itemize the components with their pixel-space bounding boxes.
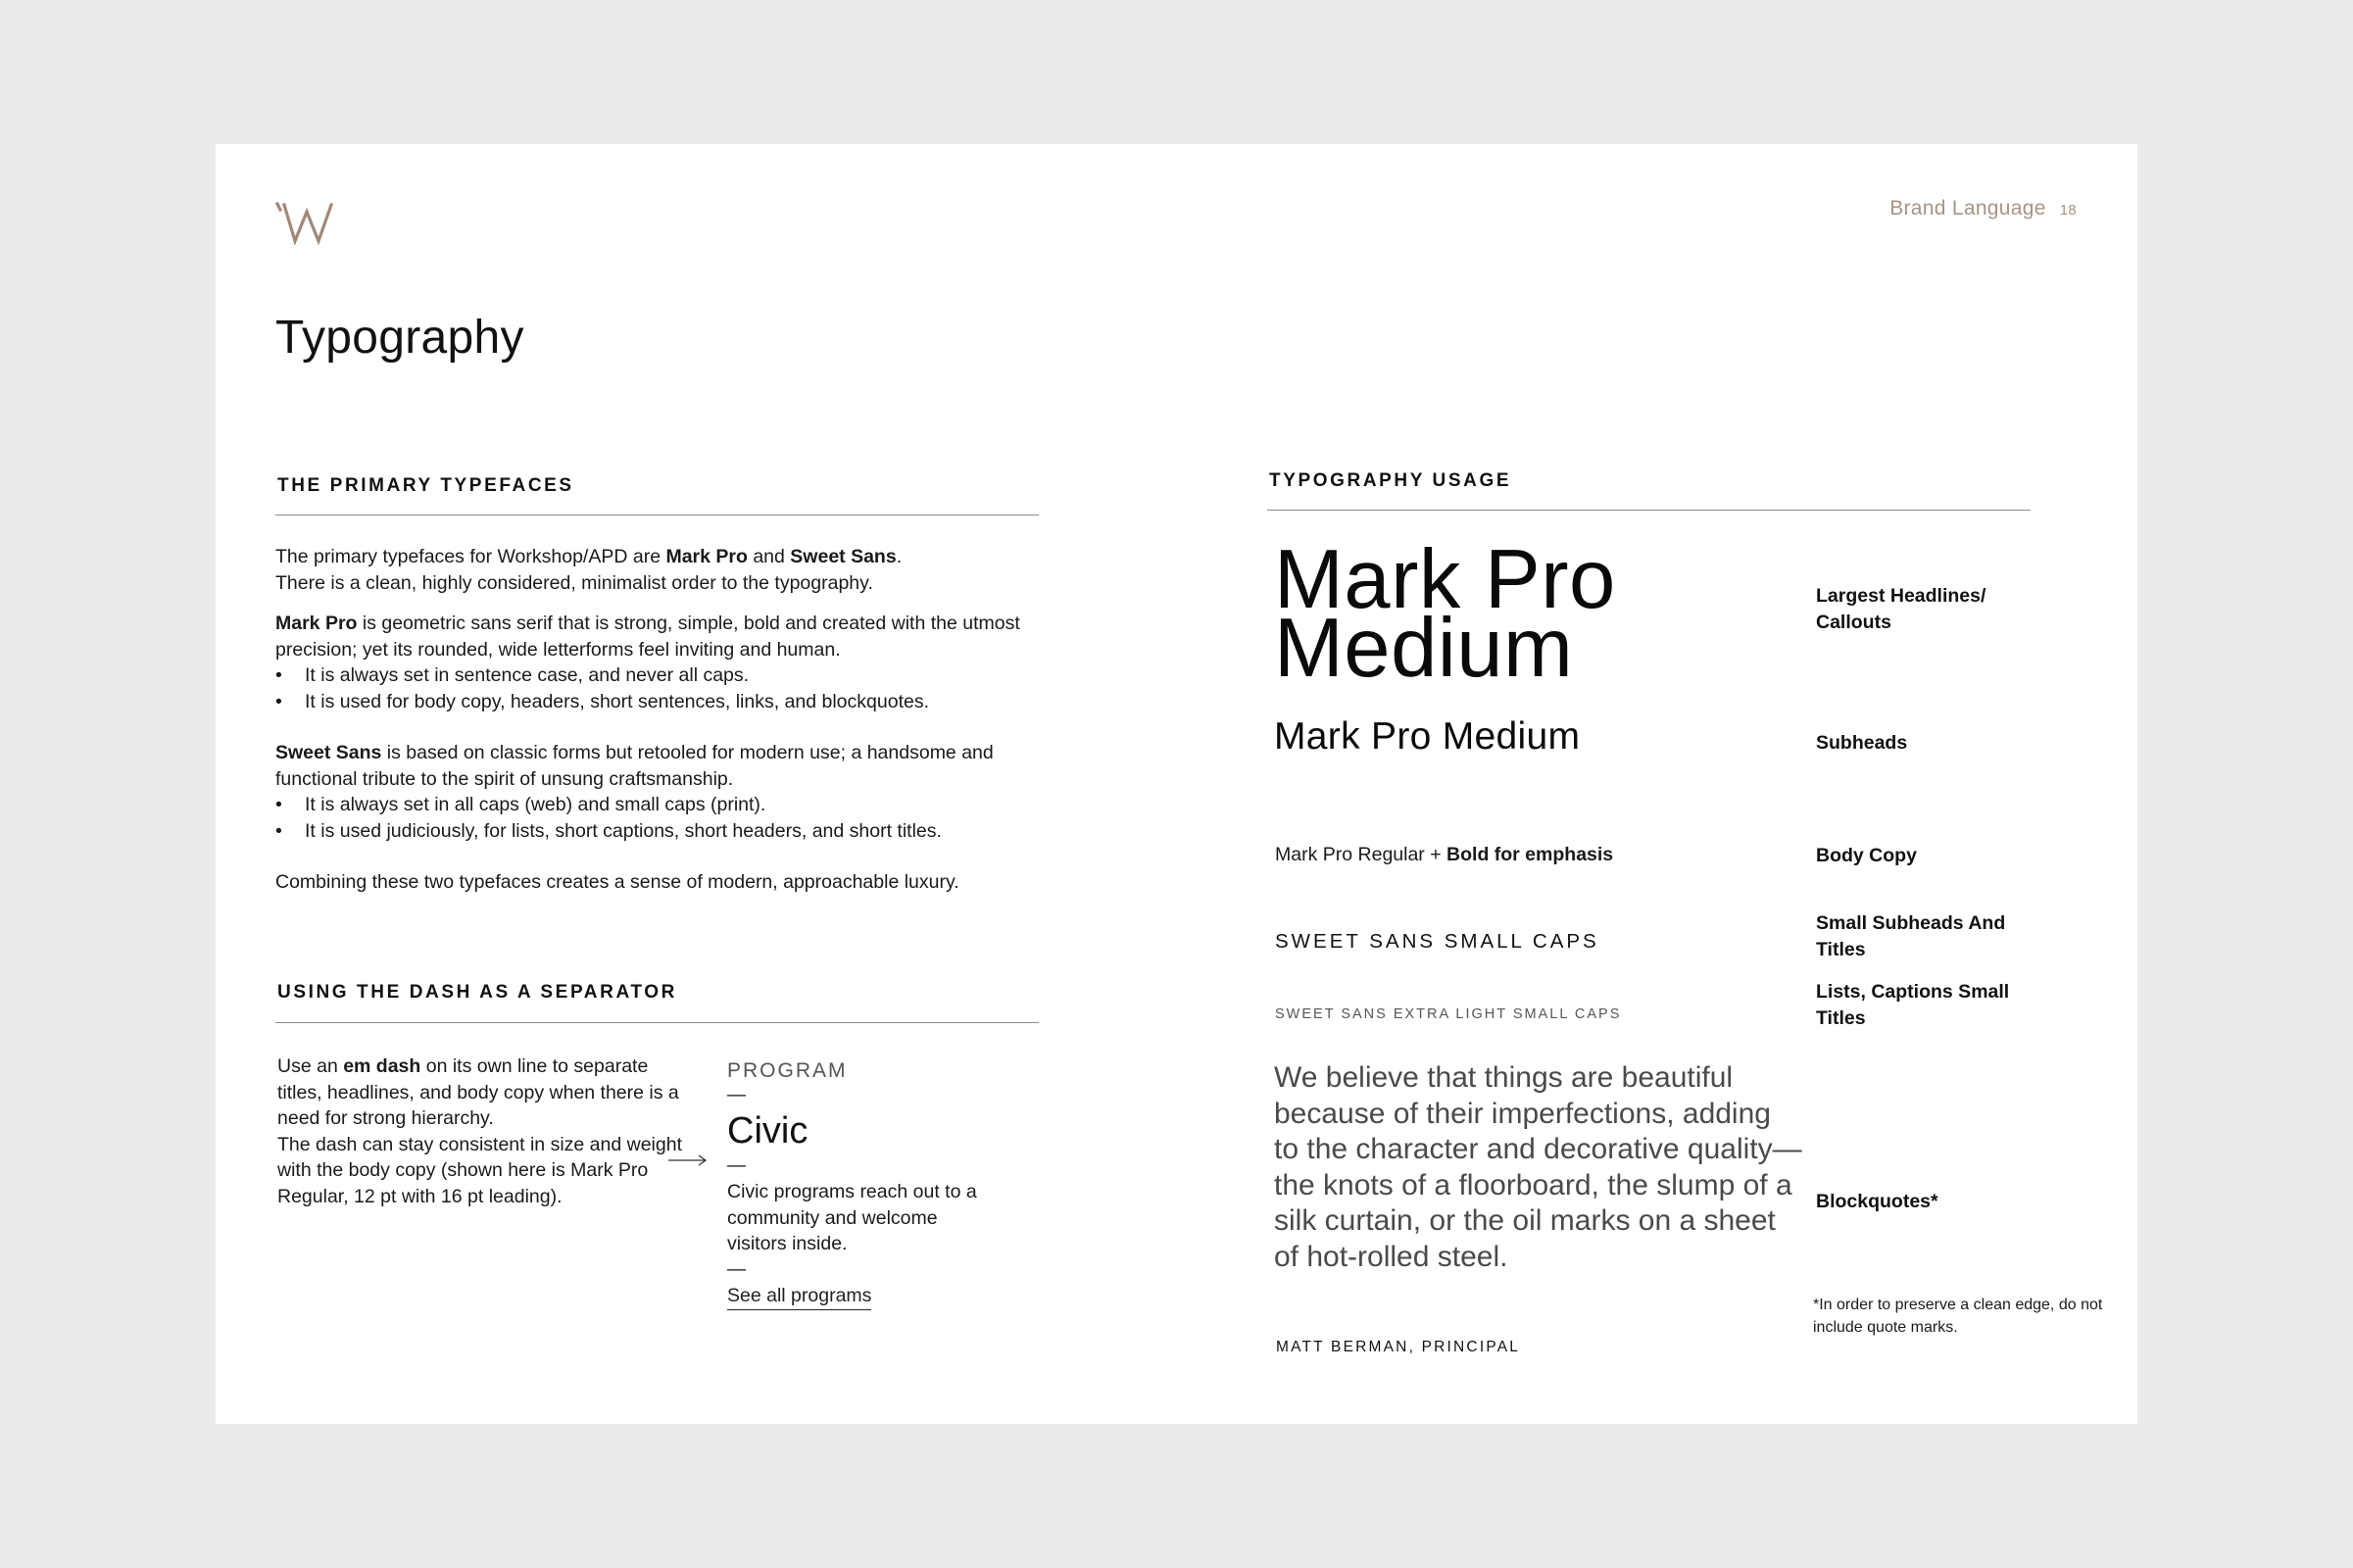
subhead-sample: Mark Pro Medium — [1274, 715, 1581, 758]
usage-label-lists: Lists, Captions Small Titles — [1816, 981, 2010, 1029]
primary-typefaces-body — [275, 544, 1050, 896]
example-label: PROGRAM — [727, 1059, 848, 1082]
usage-label-largest: Largest Headlines/ Callouts — [1816, 585, 1986, 633]
dash-example — [727, 1059, 982, 1310]
em-dash: — — [727, 1155, 746, 1176]
see-all-programs-link[interactable]: See all programs — [727, 1283, 871, 1311]
usage-label-small-subheads: Small Subheads And Titles — [1816, 912, 2006, 960]
section-divider — [275, 514, 1039, 515]
extra-light-caps-sample: SWEET SANS EXTRA LIGHT SMALL CAPS — [1275, 1006, 1622, 1022]
page-header-meta — [1889, 197, 2077, 220]
usage-label-body: Body Copy — [1816, 845, 1917, 866]
small-caps-sample: SWEET SANS SMALL CAPS — [1275, 930, 1599, 953]
largest-headline-sample: Mark Pro Medium — [1274, 533, 1616, 695]
blockquote-sample: We believe that things are beautiful because of their imperfections, adding to the character and decorative quality—the knots of a floorboard, the slump of a silk curtain, or the oil marks on a sheet of hot-rolled steel. — [1274, 1061, 1802, 1273]
intro-line-1: The primary typefaces for Workshop/APD are Mark Pro and Sweet Sans. — [275, 546, 903, 567]
page-title: Typography — [275, 312, 524, 364]
example-body: Civic programs reach out to a community and welcome visitors inside. — [727, 1181, 977, 1254]
sweet-sans-description: Sweet Sans is based on classic forms but retooled for modern use; a handsome and functional tribute to the spirit of unsung craftsmanship. — [275, 742, 994, 790]
dash-separator-heading: USING THE DASH AS A SEPARATOR — [277, 982, 677, 1003]
dash-separator-description: Use an em dash on its own line to separate titles, headlines, and body copy when there is a need for strong hierarchy. The dash can stay consistent in size and weight with the body copy (shown here is Mark Pro Regular, 12 pt with 16 pt leading). — [277, 1055, 682, 1207]
w-monogram-icon — [275, 202, 334, 245]
quote-attribution: MATT BERMAN, PRINCIPAL — [1276, 1339, 1521, 1355]
em-dash: — — [727, 1258, 746, 1280]
section-label: Brand Language — [1889, 197, 2046, 220]
brand-guide-page — [216, 144, 2137, 1424]
sweet-sans-bullets — [275, 792, 1050, 844]
blockquote-footnote: *In order to preserve a clean edge, do not include quote marks. — [1813, 1297, 2103, 1336]
section-divider — [275, 1022, 1039, 1023]
mark-pro-bullets — [275, 662, 1050, 714]
mark-pro-description: Mark Pro is geometric sans serif that is strong, simple, bold and created with the utmost precision; yet its rounded, wide letterforms feel inviting and human. — [275, 612, 1020, 661]
list-item: • It is always set in all caps (web) and small caps (print). — [275, 792, 1050, 818]
intro-line-2: There is a clean, highly considered, minimalist order to the typography. — [275, 571, 873, 594]
arrow-right-icon — [668, 1154, 708, 1166]
section-divider — [1267, 510, 2031, 511]
usage-label-subheads: Subheads — [1816, 732, 1908, 754]
list-item: • It is used for body copy, headers, short sentences, links, and blockquotes. — [275, 689, 1050, 715]
typography-usage-heading: TYPOGRAPHY USAGE — [1269, 470, 1512, 491]
page-number: 18 — [2059, 202, 2077, 219]
primary-typefaces-heading: THE PRIMARY TYPEFACES — [277, 475, 574, 496]
list-item: • It is always set in sentence case, and never all caps. — [275, 662, 1050, 689]
em-dash: — — [727, 1085, 746, 1105]
list-item: • It is used judiciously, for lists, short captions, short headers, and short titles. — [275, 818, 1050, 845]
usage-label-blockquotes: Blockquotes* — [1816, 1191, 1938, 1212]
example-title: Civic — [727, 1110, 809, 1152]
closing-statement: Combining these two typefaces creates a sense of modern, approachable luxury. — [275, 871, 959, 893]
body-copy-sample: Mark Pro Regular + Bold for emphasis — [1275, 844, 1614, 865]
